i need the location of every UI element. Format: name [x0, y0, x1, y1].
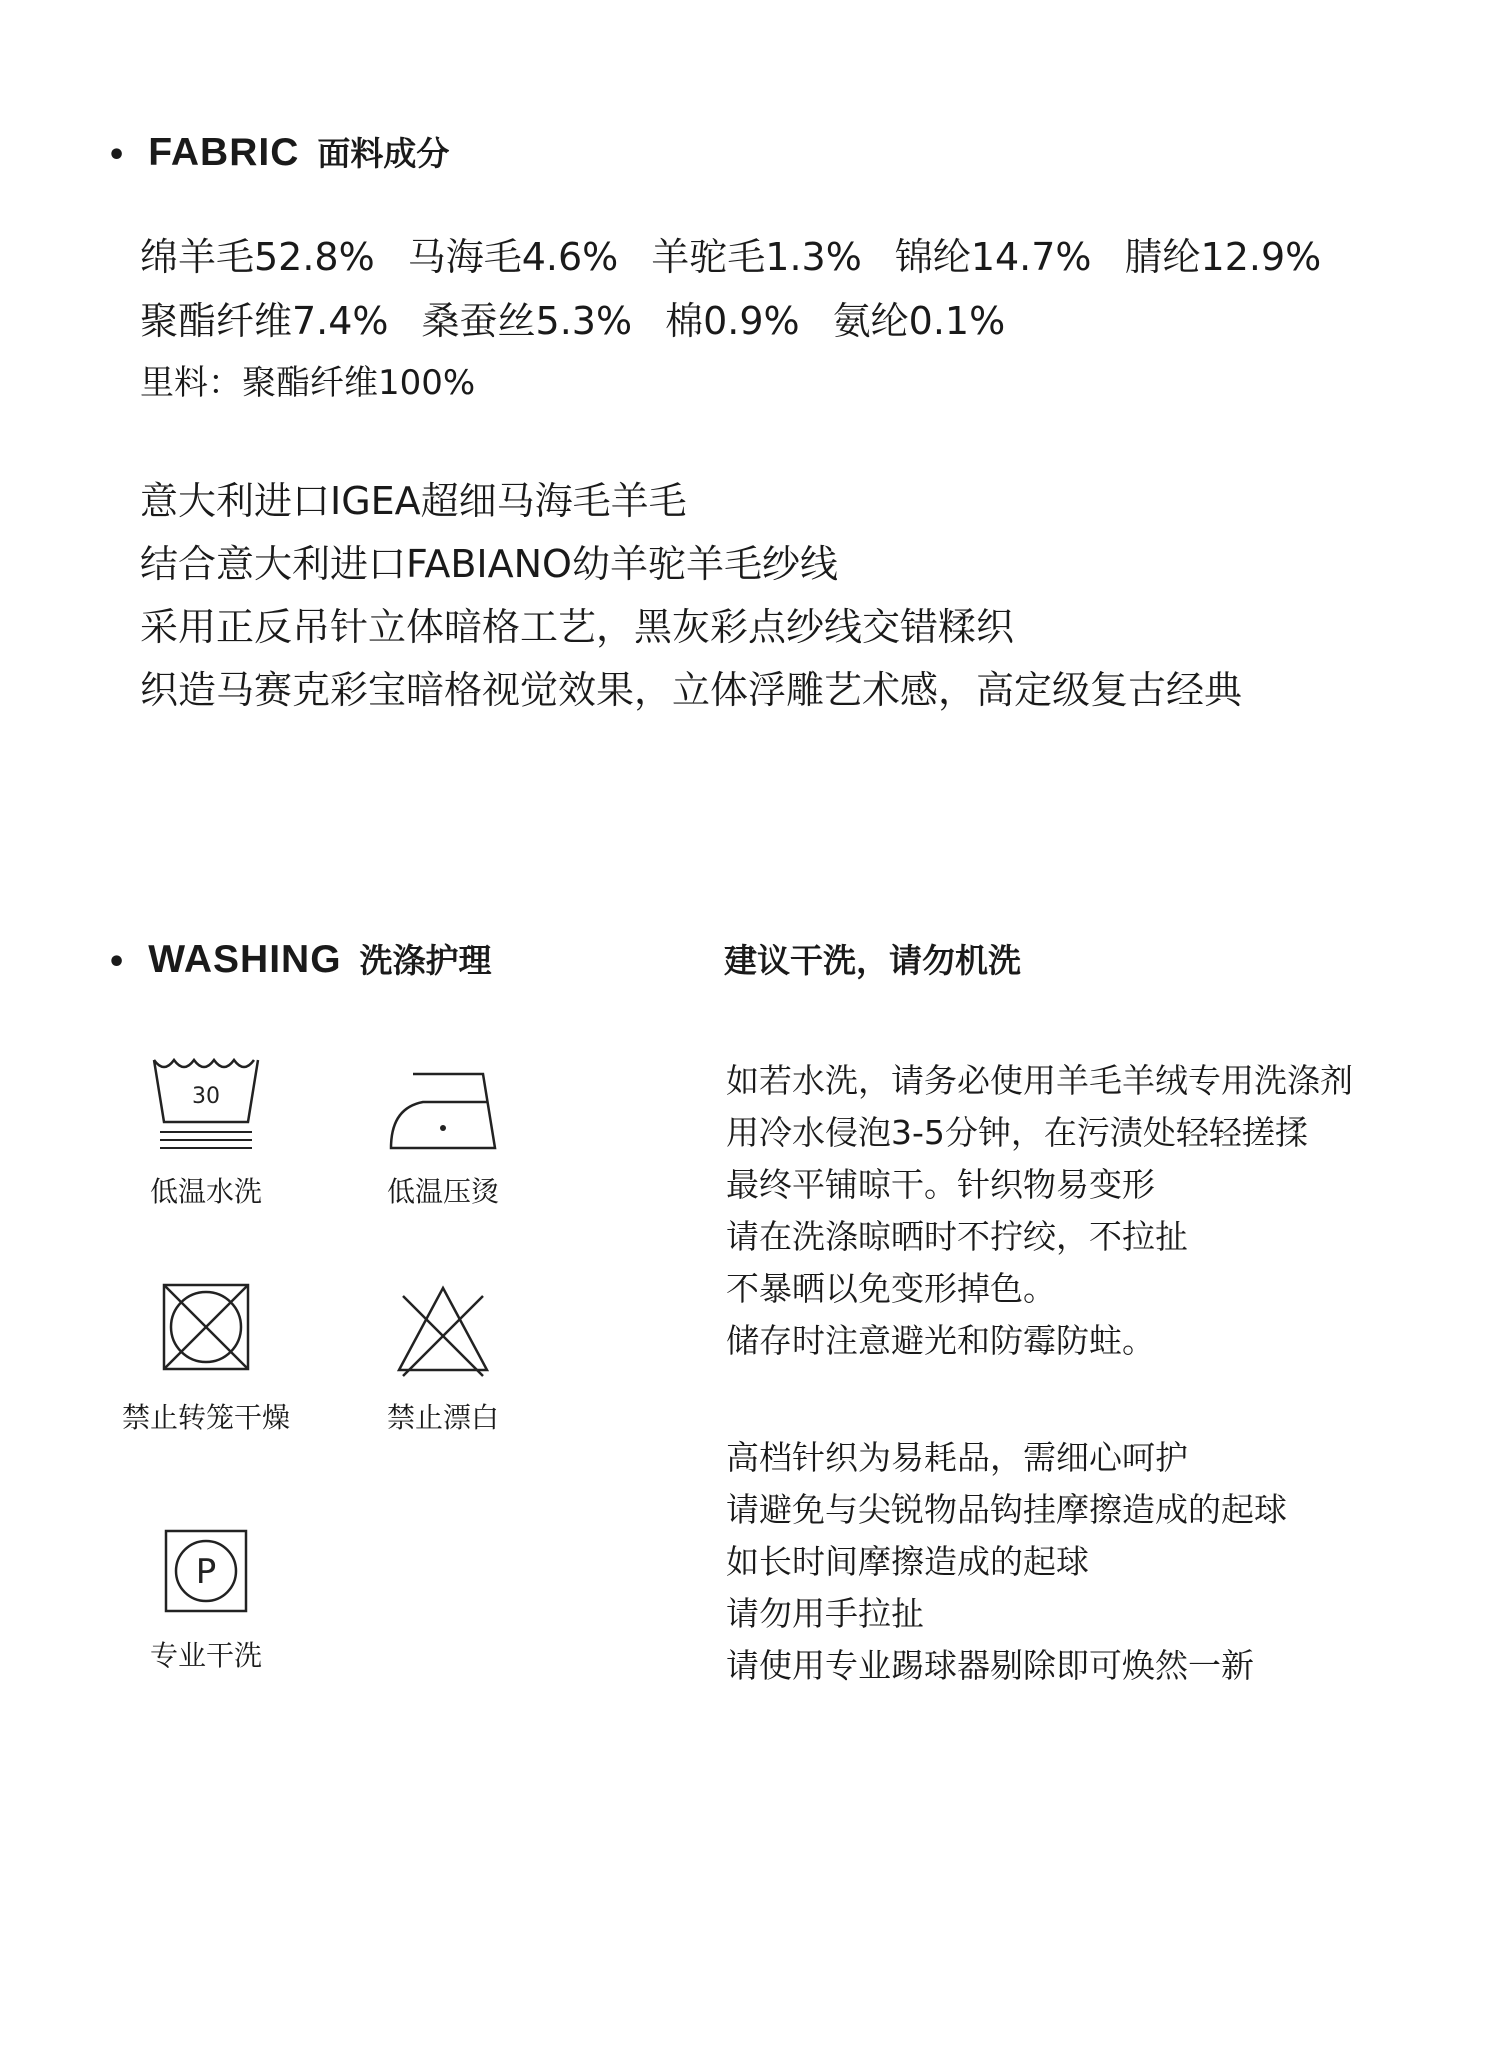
washing-title-en: WASHING: [148, 938, 342, 981]
care-line: 用冷水侵泡3-5分钟，在污渍处轻轻搓揉: [726, 1113, 1308, 1152]
care-symbol: [375, 1052, 511, 1210]
care-line: 如若水洗，请务必使用羊毛羊绒专用洗涤剂: [726, 1061, 1353, 1100]
composition-row: [140, 226, 1354, 281]
no-tumble-dry-icon: [161, 1282, 251, 1372]
iron-low-icon: [383, 1052, 503, 1152]
symbol-label: 禁止转笼干燥: [121, 1401, 290, 1434]
care-line: 不暴晒以免变形掉色。: [726, 1269, 1056, 1308]
care-line: 如长时间摩擦造成的起球: [726, 1542, 1089, 1581]
care-line: 最终平铺晾干。针织物易变形: [726, 1165, 1155, 1204]
composition-item: 锦纶14.7%: [894, 235, 1092, 279]
description-line: 结合意大利进口FABIANO幼羊驼羊毛纱线: [140, 542, 838, 586]
composition-item: 马海毛4.6%: [407, 235, 619, 279]
symbol-label: 专业干洗: [149, 1639, 262, 1672]
description-line: 采用正反吊针立体暗格工艺，黑灰彩点纱线交错糅织: [140, 605, 1015, 649]
symbol-label: 低温水洗: [149, 1175, 262, 1208]
composition-row: [140, 290, 1038, 345]
bullet-icon: •: [107, 138, 127, 173]
composition-item: 氨纶0.1%: [832, 299, 1006, 343]
care-symbol: [138, 1528, 274, 1674]
bullet-icon: •: [107, 945, 127, 980]
dry-clean-p-icon: [163, 1528, 249, 1614]
care-line: 请避免与尖锐物品钩挂摩擦造成的起球: [726, 1490, 1287, 1529]
care-instructions: [726, 1055, 1353, 1367]
lining-composition: 里料：聚酯纤维100%: [140, 363, 476, 403]
care-symbol: [138, 1052, 274, 1210]
composition-item: 绵羊毛52.8%: [140, 235, 375, 279]
pilling-care-instructions: [726, 1432, 1287, 1692]
care-line: 储存时注意避光和防霉防蛀。: [726, 1321, 1155, 1360]
composition-item: 桑蚕丝5.3%: [421, 299, 633, 343]
wash-temp-label: 30: [192, 1084, 220, 1109]
fabric-description: [140, 470, 1242, 722]
care-line: 请使用专业踢球器剔除即可焕然一新: [726, 1646, 1254, 1685]
washing-title-cn: 洗涤护理: [359, 941, 492, 980]
fabric-title-cn: 面料成分: [317, 134, 450, 173]
description-line: 意大利进口IGEA超细马海毛羊毛: [140, 479, 687, 523]
dry-clean-letter: P: [195, 1552, 217, 1592]
composition-item: 聚酯纤维7.4%: [140, 299, 389, 343]
symbol-label: 禁止漂白: [386, 1401, 499, 1434]
symbol-label: 低温压烫: [386, 1175, 499, 1208]
description-line: 织造马赛克彩宝暗格视觉效果，立体浮雕艺术感，高定级复古经典: [140, 668, 1243, 712]
no-bleach-icon: [395, 1282, 491, 1378]
washing-heading: [107, 935, 492, 982]
fabric-title-en: FABRIC: [148, 131, 300, 174]
fabric-heading: [107, 128, 449, 175]
care-symbol: [113, 1282, 299, 1436]
care-line: 高档针织为易耗品，需细心呵护: [726, 1438, 1188, 1477]
care-line: 请勿用手拉扯: [726, 1594, 924, 1633]
composition-item: 羊驼毛1.3%: [651, 235, 862, 279]
composition-item: 腈纶12.9%: [1124, 235, 1322, 279]
wash-30-icon: [146, 1052, 266, 1152]
care-line: 请在洗涤晾晒时不拧绞，不拉扯: [726, 1217, 1188, 1256]
dryclean-note: 建议干洗，请勿机洗: [724, 941, 1021, 980]
composition-item: 棉0.9%: [665, 299, 800, 343]
care-symbol: [375, 1282, 511, 1436]
